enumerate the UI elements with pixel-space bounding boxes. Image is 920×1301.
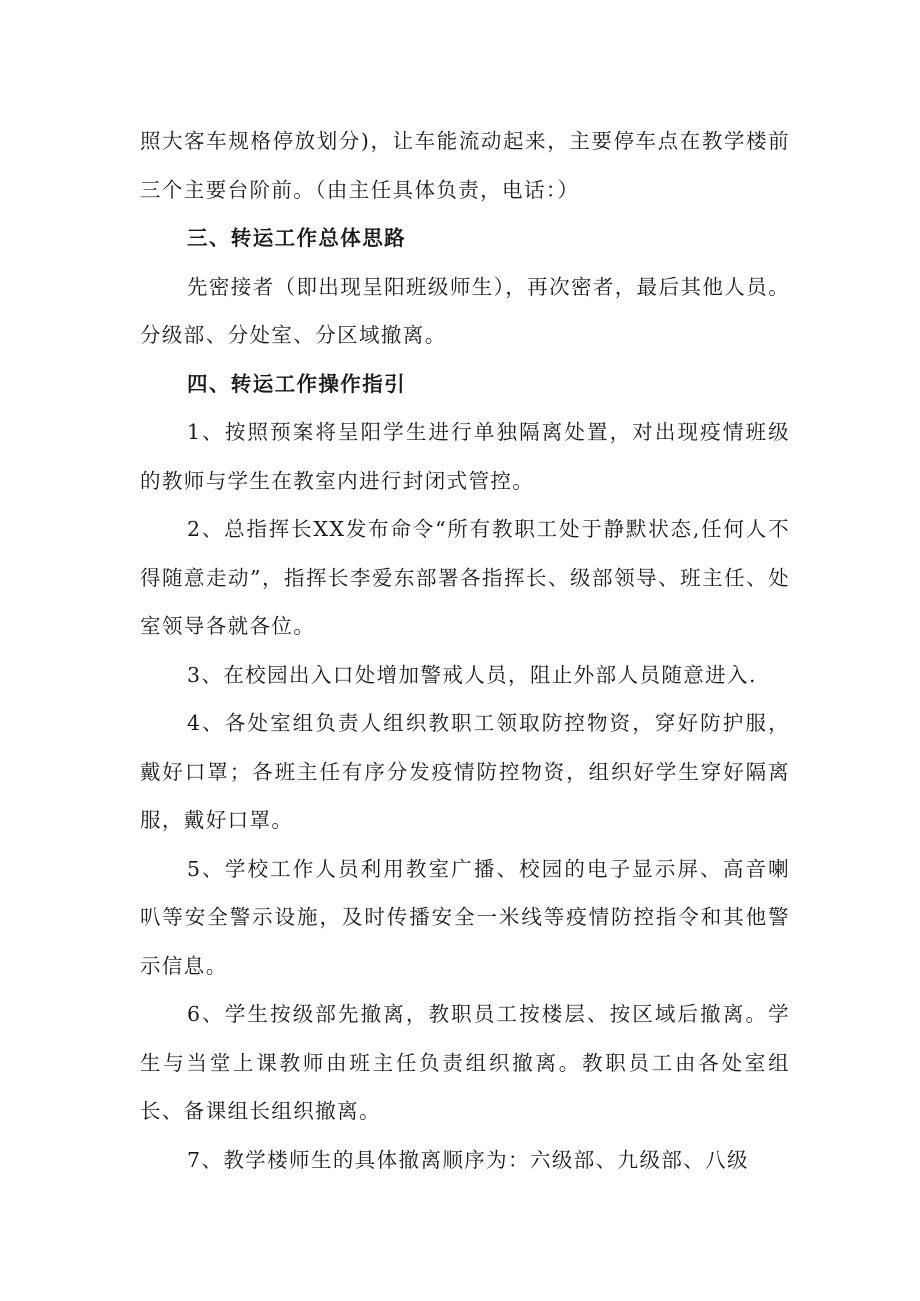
paragraph-item-4: 4、各处室组负责人组织教职工领取防控物资，穿好防护服，戴好口罩；各班主任有序分发疫情防控物资，组织好学生穿好隔离服，戴好口罩。 bbox=[140, 711, 790, 832]
paragraph-approach: 先密接者（即出现呈阳班级师生），再次密者，最后其他人员。分级部、分处室、分区域撤离。 bbox=[140, 274, 790, 347]
paragraph-item-7: 7、教学楼师生的具体撤离顺序为：六级部、九级部、八级 bbox=[187, 1147, 749, 1172]
section-heading-4: 四、转运工作操作指引 bbox=[187, 371, 406, 396]
paragraph-parking: 照大客车规格停放划分)，让车能流动起来，主要停车点在教学楼前三个主要台阶前。（由主任具体负责，电话：） bbox=[140, 129, 790, 202]
paragraph-item-2: 2、总指挥长XX发布命令“所有教职工处于静默状态,任何人不得随意走动”，指挥长李爱东部署各指挥长、级部领导、班主任、处室领导各就各位。 bbox=[140, 517, 790, 638]
paragraph-item-6: 6、学生按级部先撤离，教职员工按楼层、按区域后撤离。学生与当堂上课教师由班主任负责组织撤离。教职员工由各处室组长、备课组长组织撤离。 bbox=[140, 1002, 790, 1123]
paragraph-item-5: 5、学校工作人员利用教室广播、校园的电子显示屏、高音喇叭等安全警示设施，及时传播安全一米线等疫情防控指令和其他警示信息。 bbox=[140, 856, 790, 978]
document-page bbox=[140, 117, 790, 1184]
paragraph-item-3: 3、在校园出入口处增加警戒人员，阻止外部人员随意进入. bbox=[187, 662, 757, 687]
section-heading-3: 三、转运工作总体思路 bbox=[187, 226, 406, 250]
paragraph-item-1: 1、按照预案将呈阳学生进行单独隔离处置，对出现疫情班级的教师与学生在教室内进行封闭式管控。 bbox=[140, 420, 790, 493]
